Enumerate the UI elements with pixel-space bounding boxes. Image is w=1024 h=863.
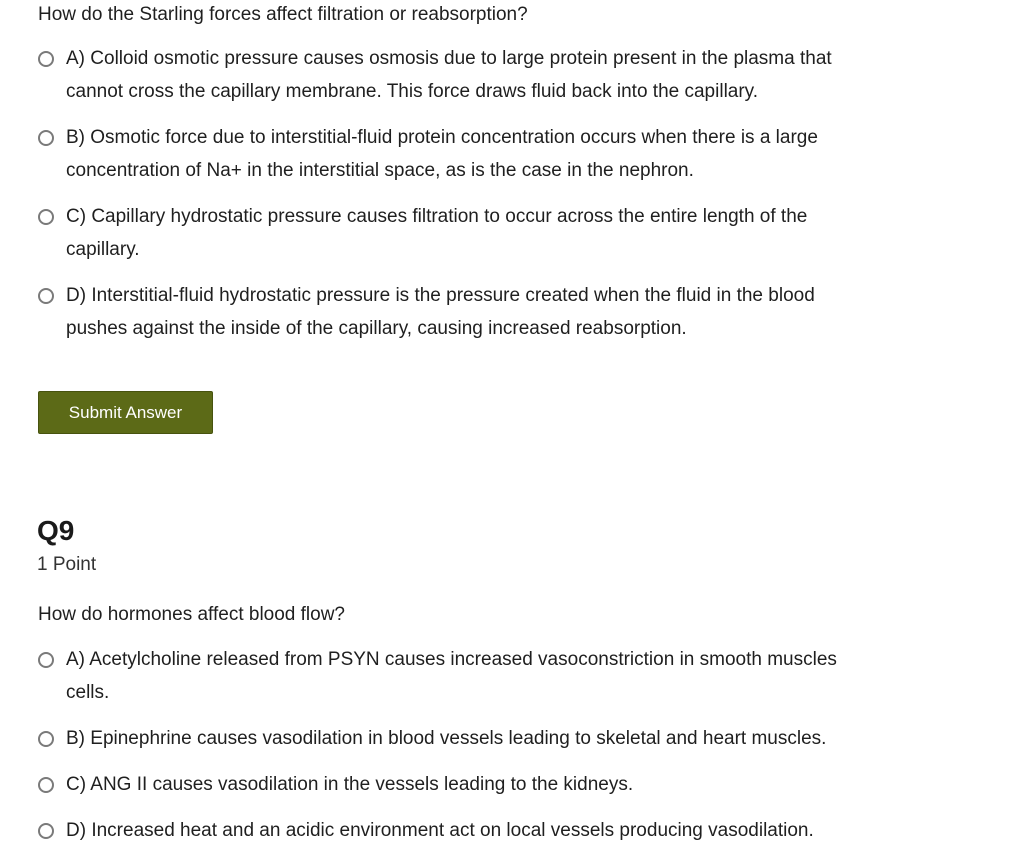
option-label: C) ANG II causes vasodilation in the vessels leading to the kidneys. <box>66 774 634 795</box>
question-prompt: How do the Starling forces affect filtration or reabsorption? <box>38 4 528 25</box>
answer-option-b[interactable] <box>38 126 968 187</box>
option-label: D) Increased heat and an acidic environment act on local vessels producing vasodilation. <box>66 820 814 841</box>
radio-button[interactable] <box>38 823 54 839</box>
option-label: D) Interstitial-fluid hydrostatic pressure is the pressure created when the fluid in the blood pushes against the inside of the capillary, causing increased reabsorption. <box>66 285 815 339</box>
option-label: C) Capillary hydrostatic pressure causes filtration to occur across the entire length of the capillary. <box>66 206 808 260</box>
answer-option-b[interactable] <box>38 727 968 755</box>
answer-option-d[interactable] <box>38 819 968 847</box>
answer-option-c[interactable] <box>38 773 968 801</box>
answer-option-a[interactable] <box>38 648 968 709</box>
answer-option-d[interactable] <box>38 284 968 345</box>
radio-button[interactable] <box>38 652 54 668</box>
question-prompt: How do hormones affect blood flow? <box>38 604 345 625</box>
radio-button[interactable] <box>38 209 54 225</box>
radio-button[interactable] <box>38 777 54 793</box>
radio-button[interactable] <box>38 51 54 67</box>
answer-option-c[interactable] <box>38 205 968 266</box>
radio-button[interactable] <box>38 731 54 747</box>
radio-button[interactable] <box>38 288 54 304</box>
option-label: A) Acetylcholine released from PSYN causes increased vasoconstriction in smooth muscles cells. <box>66 649 837 703</box>
submit-answer-button[interactable]: Submit Answer <box>38 391 213 434</box>
question-points: 1 Point <box>37 554 97 575</box>
radio-button[interactable] <box>38 130 54 146</box>
option-label: B) Epinephrine causes vasodilation in blood vessels leading to skeletal and heart muscles. <box>66 728 827 749</box>
option-label: A) Colloid osmotic pressure causes osmosis due to large protein present in the plasma that cannot cross the capillary membrane. This force draws fluid back into the capillary. <box>66 48 832 102</box>
option-label: B) Osmotic force due to interstitial-fluid protein concentration occurs when there is a large concentration of Na+ in the interstitial space, as is the case in the nephron. <box>66 127 818 181</box>
question-number: Q9 <box>37 515 75 546</box>
answer-option-a[interactable] <box>38 47 968 108</box>
